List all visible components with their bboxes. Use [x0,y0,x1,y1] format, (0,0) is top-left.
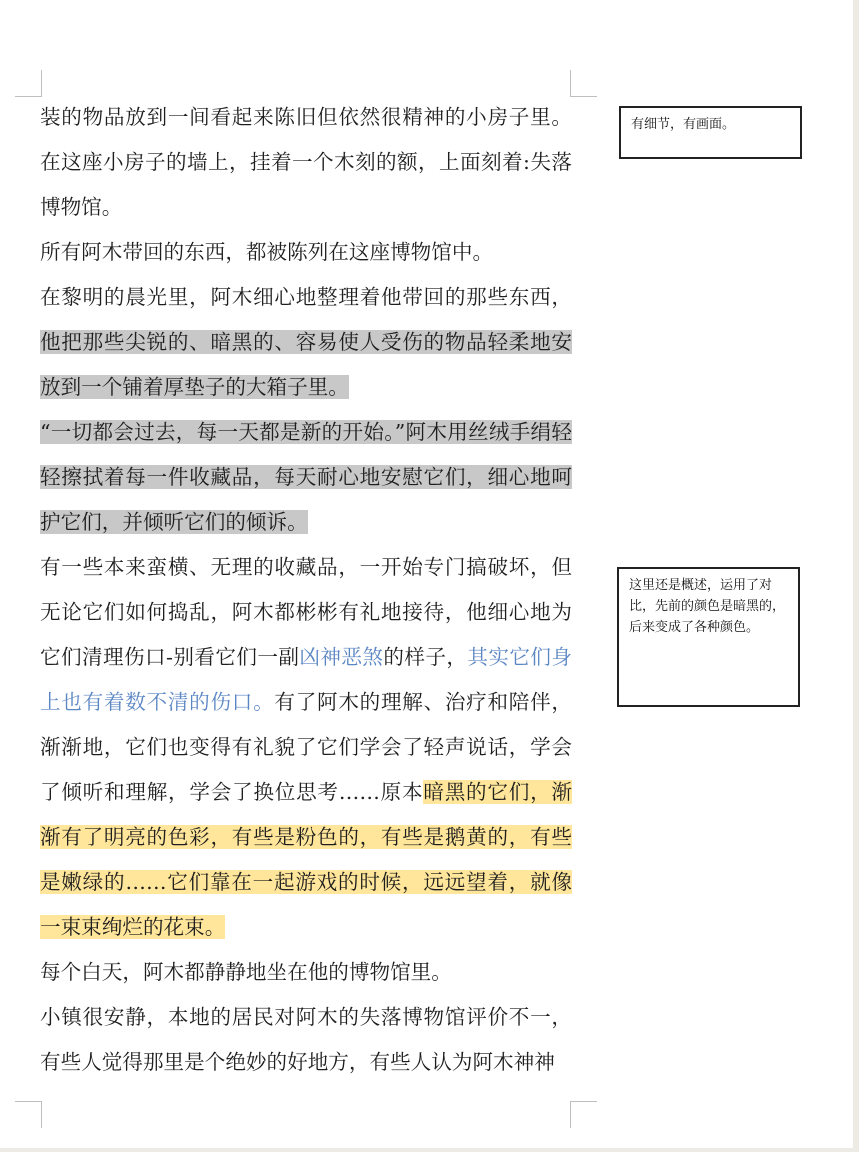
text-run: 每个白天，阿木都静静地坐在他的博物馆里。 [40,960,452,984]
paragraph [40,95,572,230]
paragraph [40,275,572,410]
text-run: 的样子， [383,645,468,669]
paragraph [40,950,572,995]
gray-highlight-text: “一切都会过去，每一天都是新的开始。”阿木用丝绒手绢轻轻擦拭着每一件收藏品，每天耐心地安慰它们，细心地呵护它们，并倾听它们的倾诉。 [40,420,572,534]
crop-mark-top-left [15,70,42,97]
crop-mark-bottom-right [570,1101,597,1128]
document-body[interactable] [40,95,572,1085]
paragraph [40,410,572,545]
crop-mark-bottom-left [15,1101,42,1128]
yellow-highlight-text: 暗黑的它们，渐渐有了明亮的色彩，有些是粉色的，有些是鹅黄的，有些是嫩绿的……它们靠在一起游戏的时候，远远望着，就像一束束绚烂的花束。 [40,780,573,939]
comment-box[interactable] [617,567,800,707]
comment-box[interactable] [619,106,802,159]
text-run: 小镇很安静，本地的居民对阿木的失落博物馆评价不一，有些人觉得那里是个绝妙的好地方，有些人认为阿木神神 [40,1005,572,1074]
paragraph [40,545,572,950]
blue-colored-text: 其实它们身上也有着数不清的伤口。 [40,645,573,714]
text-run: 有了阿木的理解、治疗和陪伴，渐渐地，它们也变得有礼貌了它们学会了轻声说话，学会了倾听和理解，学会了换位思考……原本 [40,690,573,804]
window-edge [853,0,859,1152]
comment-text: 有细节，有画面。 [631,117,736,132]
blue-colored-text: 凶神恶煞 [299,645,384,669]
text-run: 装的物品放到一间看起来陈旧但依然很精神的小房子里。在这座小房子的墙上，挂着一个木刻的额，上面刻着:失落博物馆。 [40,105,572,219]
paragraph [40,230,572,275]
gray-highlight-text: 他把那些尖锐的、暗黑的、容易使人受伤的物品轻柔地安放到一个铺着厚垫子的大箱子里。 [40,330,572,399]
paragraph [40,995,572,1085]
text-run: 所有阿木带回的东西，都被陈列在这座博物馆中。 [40,240,494,264]
comment-text: 这里还是概述，运用了对比，先前的颜色是暗黑的，后来变成了各种颜色。 [629,578,786,635]
text-run: 在黎明的晨光里，阿木细心地整理着他带回的那些东西， [40,285,572,309]
crop-mark-top-right [570,70,597,97]
text-run: 有一些本来蛮横、无理的收藏品，一开始专门搞破坏，但无论它们如何捣乱，阿木都彬彬有礼地接待，他细心地为它们清理伤口-别看它们一副 [40,555,572,669]
